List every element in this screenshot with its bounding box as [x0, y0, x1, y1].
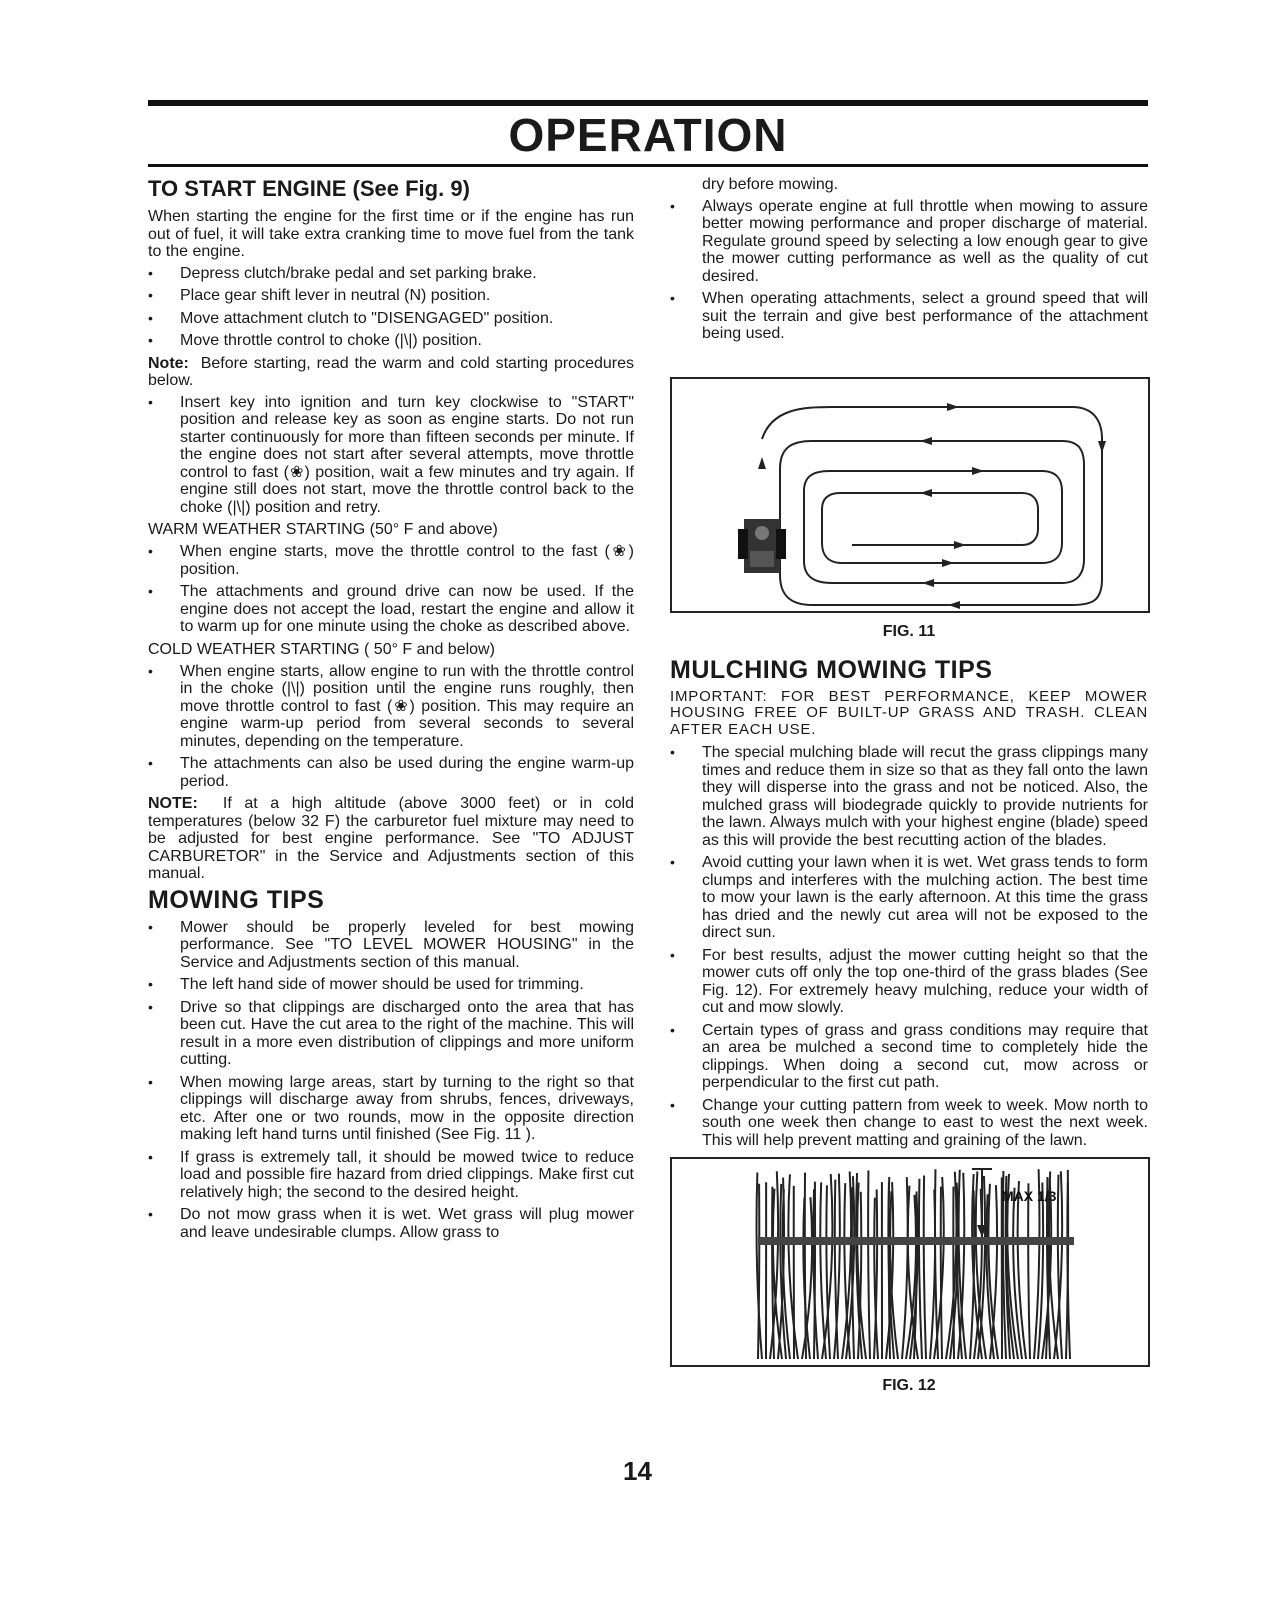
start-note [148, 355, 634, 390]
list-item: • When engine starts, move the throttle control to the fast (❀) position. [148, 543, 634, 578]
list-item: • The attachments can also be used during the engine warm-up period. [148, 755, 634, 790]
important-notice: IMPORTANT: FOR BEST PERFORMANCE, KEEP MOWER HOUSING FREE OF BUILT-UP GRASS AND TRASH. CLEAN AFTER EACH USE. [670, 687, 1148, 738]
list-item: • Always operate engine at full throttle when mowing to assure better mowing performance and proper discharge of material. Regulate ground speed by selecting a low enough gear to give the mower cutting performance as well as the quality of cut desired. [670, 198, 1148, 286]
list-item: • Insert key into ignition and turn key clockwise to "START" position and release key as soon as engine starts. Do not run starter continuously for more than fifteen seconds per minute. If the engine does not start after several attempts, move throttle control to fast (❀) position, wait a few minutes and try again. If engine still does not start, move the throttle control back to the choke (|\|) position and retry. [148, 394, 634, 517]
right-tips-list [670, 198, 1148, 343]
list-item: • Certain types of grass and grass conditions may require that an area be mulched a second time to completely hide the clippings. When doing a second cut, mow across or perpendicular to the first cut path. [670, 1022, 1148, 1092]
note2-label: NOTE: [148, 795, 198, 812]
mulching-heading: MULCHING MOWING TIPS [670, 655, 993, 684]
start-engine-intro: When starting the engine for the first time or if the engine has run out of fuel, it will take extra cranking time to move fuel from the tank to the engine. [148, 208, 634, 260]
list-item: • Do not mow grass when it is wet. Wet grass will plug mower and leave undesirable clumps. Allow grass to [148, 1206, 634, 1241]
mowing-tips-heading: MOWING TIPS [148, 885, 325, 914]
list-item: • Drive so that clippings are discharged onto the area that has been cut. Have the cut area to the right of the machine. This will result in a more even distribution of clippings and more uniform cutting. [148, 999, 634, 1069]
cold-weather-list [148, 663, 634, 791]
mowing-tips-list [148, 919, 634, 1242]
list-item: • Mower should be properly leveled for best mowing performance. See "TO LEVEL MOWER HOUSING" in the Service and Adjustments section of this manual. [148, 919, 634, 972]
fig11-caption: FIG. 11 [882, 622, 936, 640]
mowing-pattern-diagram [672, 379, 1148, 611]
max-one-third-label: MAX 1/3 [1002, 1188, 1057, 1204]
start-engine-steps [148, 265, 634, 350]
grass-height-diagram [672, 1159, 1148, 1365]
list-item: • If grass is extremely tall, it should be mowed twice to reduce load and possible fire hazard from dried clippings. Make first cut relatively high; the second to the desired height. [148, 1149, 634, 1202]
list-item: • For best results, adjust the mower cutting height so that the mower cuts off only the top one-third of the grass blades (See Fig. 12). For extremely heavy mulching, reduce your width of cut and mow slowly. [670, 947, 1148, 1017]
page-title: OPERATION [508, 109, 788, 161]
list-item: • When operating attachments, select a ground speed that will suit the terrain and give best performance of the attachment being used. [670, 290, 1148, 343]
right-column [670, 176, 1148, 1411]
mowing-pattern-figure [670, 377, 1150, 613]
note2-text: If at a high altitude (above 3000 feet) or in cold temperatures (below 32 F) the carburetor fuel mixture may need to be adjusted for best engine performance. See "TO ADJUST CARBURETOR" in the Service and Adjustments section of this manual. [148, 795, 635, 882]
list-item: • When engine starts, allow engine to run with the throttle control in the choke (|\|) position until the engine runs roughly, then move throttle control to fast (❀) position. This may require an engine warm-up period from several seconds to several minutes, depending on the temperature. [148, 663, 634, 751]
header-rule-bottom [148, 164, 1148, 167]
page-number: 14 [623, 1456, 652, 1486]
list-item: • Avoid cutting your lawn when it is wet. Wet grass tends to form clumps and interferes with the mulching action. The best time to mow your lawn is the early afternoon. At this time the grass has dried and the newly cut area will not be exposed to the direct sun. [670, 854, 1148, 942]
list-item: • The special mulching blade will recut the grass clippings many times and reduce them in size so that as they fall onto the lawn they will disperse into the grass and not be noticed. Also, the mulched grass will biodegrade quickly to provide nutrients for the lawn. Always mulch with your highest engine (blade) speed as this will provide the best recutting action of the blades. [670, 744, 1148, 849]
cold-weather-heading: COLD WEATHER STARTING ( 50° F and below) [148, 640, 495, 658]
insert-key-list [148, 394, 634, 517]
altitude-note [148, 795, 634, 883]
note-text: Before starting, read the warm and cold starting procedures below. [148, 354, 634, 389]
list-item: • Move throttle control to choke (|\|) position. [148, 332, 634, 350]
grass-height-figure [670, 1157, 1150, 1367]
list-item: • Change your cutting pattern from week to week. Mow north to south one week then change to east to west the next week. This will help prevent matting and graining of the lawn. [670, 1097, 1148, 1150]
list-item: • Move attachment clutch to "DISENGAGED" position. [148, 310, 634, 328]
note-label: Note: [148, 354, 189, 372]
tractor-icon [738, 519, 786, 573]
start-engine-heading: TO START ENGINE (See Fig. 9) [148, 176, 470, 201]
list-item: • Depress clutch/brake pedal and set parking brake. [148, 265, 634, 283]
continued-text: dry before mowing. [702, 176, 839, 193]
fig12-caption: FIG. 12 [882, 1377, 936, 1394]
mulching-tips-list [670, 744, 1148, 1149]
left-column [148, 176, 634, 1246]
list-item: • The left hand side of mower should be used for trimming. [148, 976, 634, 994]
list-item: • Place gear shift lever in neutral (N) position. [148, 287, 634, 305]
list-item: • When mowing large areas, start by turning to the right so that clippings will discharge away from shrubs, fences, driveways, etc. After one or two rounds, mow in the opposite direction making left hand turns until finished (See Fig. 11 ). [148, 1074, 634, 1144]
list-item: • The attachments and ground drive can now be used. If the engine does not accept the load, restart the engine and allow it to warm up for one minute using the choke as described above. [148, 583, 634, 636]
warm-weather-list [148, 543, 634, 636]
warm-weather-heading: WARM WEATHER STARTING (50° F and above) [148, 521, 498, 538]
